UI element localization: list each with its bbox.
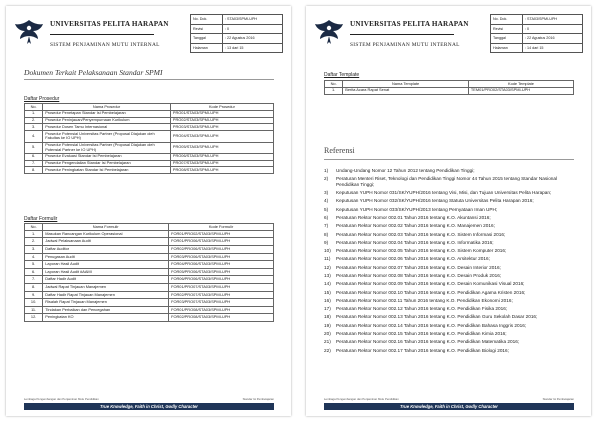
reference-item: [324, 323, 574, 329]
row-number: 1.: [325, 87, 343, 94]
row-number: 12.: [25, 314, 43, 322]
meta-value: : 22 Agustus 2016: [522, 34, 582, 44]
row-code: FOR02/PRO08/STA03/SPMI-UPH: [169, 314, 274, 322]
reference-rule: [324, 159, 574, 160]
reference-item: [324, 198, 574, 204]
reference-item: [324, 232, 574, 238]
reference-text: Peraturan Rektor Nomor 002.17 Tahun 2016 tentang K.O. Pendidikan Biologi 2016;: [336, 347, 509, 353]
reference-number: 14): [324, 281, 331, 287]
row-name: Jadwal Rapat Tinjauan Manajemen: [43, 283, 169, 291]
table-row: [25, 314, 274, 322]
row-code: PRO04/STA03/SPMI-UPH: [170, 131, 273, 142]
column-header: Nama Prosedur: [43, 104, 171, 111]
reference-item: [324, 215, 574, 221]
table-row: [25, 131, 274, 142]
reference-text: Peraturan Rektor Nomor 002.04 Tahun 2016 tentang K.O. Informatika 2016;: [336, 239, 494, 245]
row-code: PRO05/STA03/SPMI-UPH: [170, 142, 273, 153]
reference-item: [324, 240, 574, 246]
reference-item: [324, 348, 574, 354]
table-row: [25, 268, 274, 276]
reference-title: Referensi: [324, 146, 355, 155]
row-code: FOR01/PRO06/STA03/SPMI-UPH: [169, 238, 274, 246]
row-code: FOR04/PRO06/STA03/SPMI-UPH: [169, 261, 274, 269]
document-page-right: [306, 6, 591, 416]
row-number: 7.: [25, 276, 43, 284]
row-code: PRO02/STA03/SPMI-UPH: [170, 117, 273, 124]
meta-row: [191, 43, 283, 53]
column-header: No.: [325, 81, 343, 88]
row-name: Prosedur Dosen Tamu Internasional: [43, 124, 171, 131]
row-code: FOR01/PRO08/STA03/SPMI-UPH: [169, 306, 274, 314]
row-name: Berita Acara Rapat Senat: [343, 87, 469, 94]
table-row: [25, 160, 274, 167]
row-code: FOR01/PRO02/STA03/SPMI-UPH: [169, 230, 274, 238]
row-code: FOR02/PRO06/STA03/SPMI-UPH: [169, 245, 274, 253]
row-number: 10.: [25, 299, 43, 307]
row-name: Prosedur Pengendalian Standar Isi Pembelajaran: [43, 160, 171, 167]
university-name: UNIVERSITAS PELITA HARAPAN: [50, 20, 169, 28]
table-row: [25, 110, 274, 117]
reference-text: Peraturan Rektor Nomor 002.09 Tahun 2016 tentang K.O. Desain Komunikasi Visual 2016;: [336, 281, 525, 287]
row-name: Jadwal Pelaksanaan Audit: [43, 238, 169, 246]
reference-text: Keputusan YUPH Nomor 031/SK/YUPH/2016 tentang Visi, Misi, dan Tujuan Universitas Pelita Harapan;: [336, 190, 552, 196]
meta-row: [191, 15, 283, 25]
meta-row: [191, 34, 283, 44]
reference-text: Peraturan Rektor Nomor 002.06 Tahun 2016 tentang K.O. Arsitektur 2016;: [336, 256, 490, 262]
reference-item: [324, 306, 574, 312]
meta-label: Halaman: [491, 43, 523, 53]
row-name: Risalah Rapat Tinjauan Manajemen: [43, 299, 169, 307]
reference-number: 11): [324, 256, 331, 262]
table-row: [325, 87, 574, 94]
reference-text: Peraturan Rektor Nomor 002.03 Tahun 2016 tentang K.O. Sistem Informasi 2016;: [336, 231, 506, 237]
reference-number: 9): [324, 239, 329, 245]
row-name: Daftar Hadir Rapat Tinjauan Manajemen: [43, 291, 169, 299]
row-number: 4.: [25, 253, 43, 261]
reference-item: [324, 176, 574, 187]
row-name: Peningkatan KO: [43, 314, 169, 322]
row-number: 1.: [25, 110, 43, 117]
row-code: FOR06/PRO06/STA03/SPMI-UPH: [169, 276, 274, 284]
university-logo-icon: [14, 18, 44, 46]
footer-standard: Standar Isi Pembelajaran: [242, 397, 274, 401]
system-name: SISTEM PENJAMINAN MUTU INTERNAL: [350, 42, 460, 48]
reference-text: Peraturan Rektor Nomor 002.05 Tahun 2016 tentang K.O. Sistem Komputer 2016;: [336, 248, 507, 254]
table-row: [25, 167, 274, 174]
footer-standard: Standar Isi Pembelajaran: [542, 397, 574, 401]
page-header: [14, 14, 283, 54]
reference-item: [324, 314, 574, 320]
reference-number: 1): [324, 168, 329, 173]
reference-number: 12): [324, 264, 331, 270]
reference-item: [324, 207, 574, 213]
reference-number: 3): [324, 190, 329, 196]
table-row: [25, 117, 274, 124]
row-number: 2.: [25, 117, 43, 124]
column-header: No.: [25, 224, 43, 231]
header-divider: [350, 34, 454, 35]
row-number: 3.: [25, 245, 43, 253]
form-table: [24, 223, 274, 322]
reference-item: [324, 248, 574, 254]
reference-number: 15): [324, 289, 331, 295]
reference-item: [324, 331, 574, 337]
row-number: 4.: [25, 131, 43, 142]
table-row: [25, 291, 274, 299]
row-code: PRO03/STA03/SPMI-UPH: [170, 124, 273, 131]
meta-label: Revisi: [191, 24, 223, 34]
meta-label: No. Dok.: [191, 15, 223, 25]
row-number: 7.: [25, 160, 43, 167]
table-row: [25, 230, 274, 238]
template-table: [324, 80, 574, 95]
reference-text: Keputusan YUPH Nomor 032/SK/YUPH/2016 tentang Statuta Universitas Pelita Harapan 2016;: [336, 198, 534, 204]
footer-institution: Lembaga Pengembangan dan Penjaminan Mutu Pendidikan: [24, 397, 99, 401]
row-code: PRO06/STA03/SPMI-UPH: [170, 153, 273, 160]
reference-item: [324, 339, 574, 345]
meta-row: [191, 24, 283, 34]
template-list-label: Daftar Template: [324, 72, 360, 78]
row-code: PRO08/STA03/SPMI-UPH: [170, 167, 273, 174]
reference-number: 21): [324, 339, 331, 345]
procedure-list-label: Daftar Prosedur: [24, 96, 60, 102]
reference-number: 7): [324, 223, 329, 229]
meta-label: No. Dok.: [491, 15, 523, 25]
reference-number: 5): [324, 206, 329, 212]
table-row: [25, 299, 274, 307]
section-title: Dokumen Terkait Pelaksanaan Standar SPMI: [24, 68, 163, 77]
reference-number: 17): [324, 306, 331, 312]
footer-institution: Lembaga Pengembangan dan Penjaminan Mutu Pendidikan: [324, 397, 399, 401]
row-code: PRO07/STA03/SPMI-UPH: [170, 160, 273, 167]
row-number: 5.: [25, 142, 43, 153]
reference-text: Peraturan Rektor Nomor 002.07 Tahun 2016 tentang K.O. Desain Interior 2016;: [336, 264, 501, 270]
document-page-left: [6, 6, 291, 416]
column-header: Kode Template: [468, 81, 573, 88]
table-row: [25, 142, 274, 153]
meta-label: Halaman: [191, 43, 223, 53]
reference-text: Peraturan Rektor Nomor 002.13 Tahun 2016 tentang K.O. Pendidikan Guru Sekolah Dasar 2016;: [336, 314, 538, 320]
reference-number: 19): [324, 322, 331, 328]
meta-value: : STA03/SPMI-UPH: [222, 15, 282, 25]
row-name: Prosedur Penetapan Standar Isi Pembelajaran: [43, 110, 171, 117]
document-meta-table: [190, 14, 283, 53]
reference-number: 20): [324, 330, 331, 336]
column-header: Kode Formulir: [169, 224, 274, 231]
column-header: Kode Prosedur: [170, 104, 273, 111]
table-header-row: [325, 81, 574, 88]
reference-item: [324, 223, 574, 229]
reference-item: [324, 256, 574, 262]
row-number: 1.: [25, 230, 43, 238]
form-list-label: Daftar Formulir: [24, 216, 58, 222]
page-footer: [24, 397, 274, 410]
reference-number: 4): [324, 198, 329, 204]
reference-text: Peraturan Rektor Nomor 002.16 Tahun 2016 tentang K.O. Pendidikan Matematika 2016;: [336, 339, 520, 345]
reference-number: 16): [324, 297, 331, 303]
meta-row: [491, 34, 583, 44]
reference-text: Peraturan Rektor Nomor 002.12 Tahun 2016 tentang K.O. Pendidikan Fisika 2016;: [336, 306, 508, 312]
meta-value: : STA03/SPMI-UPH: [522, 15, 582, 25]
row-name: Laporan Hasil Audit: [43, 261, 169, 269]
meta-value: : 13 dari 15: [222, 43, 282, 53]
row-code: TEM01/PRO02/STA03/SPMI-UPH: [468, 87, 573, 94]
meta-row: [491, 24, 583, 34]
meta-label: Tanggal: [491, 34, 523, 44]
table-row: [25, 306, 274, 314]
reference-item: [324, 298, 574, 304]
reference-item: [324, 290, 574, 296]
meta-value: : 22 Agustus 2016: [222, 34, 282, 44]
footer-meta: [324, 397, 574, 403]
reference-text: Peraturan Rektor Nomor 002.10 Tahun 2016 tentang K.O. Pendidikan Agama Kristen 2016;: [336, 289, 526, 295]
column-header: No.: [25, 104, 43, 111]
row-name: Prosedur Potensial Universitas Partner (Proposal Diajukan oleh Fakultas ke IO UPH): [43, 131, 171, 142]
row-code: FOR03/PRO07/STA03/SPMI-UPH: [169, 299, 274, 307]
row-name: Daftar Auditor: [43, 245, 169, 253]
reference-text: Peraturan Rektor Nomor 002.11 Tahun 2016 tentang K.O. Pendidikan Ekonomi 2016;: [336, 297, 513, 303]
table-row: [25, 238, 274, 246]
page-footer: [324, 397, 574, 410]
header-divider: [50, 34, 154, 35]
row-code: FOR05/PRO06/STA03/SPMI-UPH: [169, 268, 274, 276]
row-code: FOR01/PRO07/STA03/SPMI-UPH: [169, 283, 274, 291]
meta-value: : 14 dari 15: [522, 43, 582, 53]
reference-text: Peraturan Rektor Nomor 002.08 Tahun 2016 tentang K.O. Desain Produk 2016;: [336, 272, 502, 278]
row-name: Prosedur Evaluasi Standar Isi Pembelajaran: [43, 153, 171, 160]
reference-text: Peraturan Rektor Nomor 002.01 Tahun 2016 tentang K.O. Akuntansi 2016;: [336, 215, 491, 220]
row-name: Penugasan Audit: [43, 253, 169, 261]
reference-number: 10): [324, 248, 331, 254]
row-name: Daftar Hadir Audit: [43, 276, 169, 284]
reference-item: [324, 190, 574, 196]
footer-motto: True Knowledge, Faith in Christ, Godly Character: [324, 403, 574, 410]
column-header: Nama Formulir: [43, 224, 169, 231]
reference-item: [324, 273, 574, 279]
page-header: [314, 14, 583, 54]
university-name: UNIVERSITAS PELITA HARAPAN: [350, 20, 469, 28]
reference-item: [324, 168, 574, 174]
row-number: 8.: [25, 283, 43, 291]
row-number: 2.: [25, 238, 43, 246]
meta-label: Revisi: [491, 24, 523, 34]
column-header: Nama Template: [343, 81, 469, 88]
reference-number: 13): [324, 272, 331, 278]
row-name: Prosedur Peningkatan Standar Isi Pembelajaran: [43, 167, 171, 174]
table-row: [25, 253, 274, 261]
reference-text: Keputusan YUPH Nomor 033/SK/YUPH/2013 tentang Pernyataan Iman UPH;: [336, 206, 498, 212]
row-number: 6.: [25, 268, 43, 276]
table-header-row: [25, 104, 274, 111]
row-name: Tindakan Perbaikan dan Pencegahan: [43, 306, 169, 314]
row-name: Masukan Rancangan Kurikulum Operasional: [43, 230, 169, 238]
table-row: [25, 245, 274, 253]
procedure-table: [24, 103, 274, 174]
row-number: 11.: [25, 306, 43, 314]
row-number: 9.: [25, 291, 43, 299]
table-row: [25, 276, 274, 284]
table-row: [25, 153, 274, 160]
row-code: PRO01/STA03/SPMI-UPH: [170, 110, 273, 117]
reference-item: [324, 265, 574, 271]
row-name: Prosedur Peninjauan/Penyempurnaan Kurikulum: [43, 117, 171, 124]
reference-number: 6): [324, 215, 329, 220]
table-header-row: [25, 224, 274, 231]
row-number: 3.: [25, 124, 43, 131]
reference-text: Peraturan Menteri Riset, Teknologi dan Pendidikan Tinggi Nomor 44 Tahun 2015 tentang Standar Nasional Pendidikan Tinggi;: [336, 176, 558, 187]
row-code: FOR03/PRO06/STA03/SPMI-UPH: [169, 253, 274, 261]
reference-text: Peraturan Rektor Nomor 002.14 Tahun 2016 tentang K.O. Pendidikan Bahasa Inggris 2016;: [336, 322, 527, 328]
meta-value: : 0: [222, 24, 282, 34]
table-row: [25, 261, 274, 269]
row-number: 6.: [25, 153, 43, 160]
meta-label: Tanggal: [191, 34, 223, 44]
meta-value: : 0: [522, 24, 582, 34]
footer-meta: [24, 397, 274, 403]
reference-text: Peraturan Rektor Nomor 002.02 Tahun 2016 tentang K.O. Manajemen 2016;: [336, 223, 495, 229]
reference-number: 18): [324, 314, 331, 320]
row-number: 5.: [25, 261, 43, 269]
system-name: SISTEM PENJAMINAN MUTU INTERNAL: [50, 42, 160, 48]
row-name: Prosedur Potensial Universitas Partner (Proposal Diajukan oleh Potensial Partner ke IO UPH): [43, 142, 171, 153]
reference-text: Peraturan Rektor Nomor 002.15 Tahun 2016 tentang K.O. Pendidikan Kimia 2016;: [336, 330, 507, 336]
table-row: [25, 283, 274, 291]
footer-motto: True Knowledge, Faith in Christ, Godly Character: [24, 403, 274, 410]
section-rule: [24, 79, 274, 80]
reference-list: [324, 168, 574, 356]
reference-number: 8): [324, 231, 329, 237]
row-number: 8.: [25, 167, 43, 174]
reference-text: Undang-Undang Nomor 12 Tahun 2012 tentang Pendidikan Tinggi;: [336, 168, 475, 173]
university-logo-icon: [314, 18, 344, 46]
meta-row: [491, 15, 583, 25]
meta-row: [491, 43, 583, 53]
reference-item: [324, 281, 574, 287]
table-row: [25, 124, 274, 131]
row-name: Laporan Hasil Audit #AAMI: [43, 268, 169, 276]
reference-number: 2): [324, 176, 329, 182]
document-meta-table: [490, 14, 583, 53]
row-code: FOR02/PRO07/STA03/SPMI-UPH: [169, 291, 274, 299]
reference-number: 22): [324, 347, 331, 353]
